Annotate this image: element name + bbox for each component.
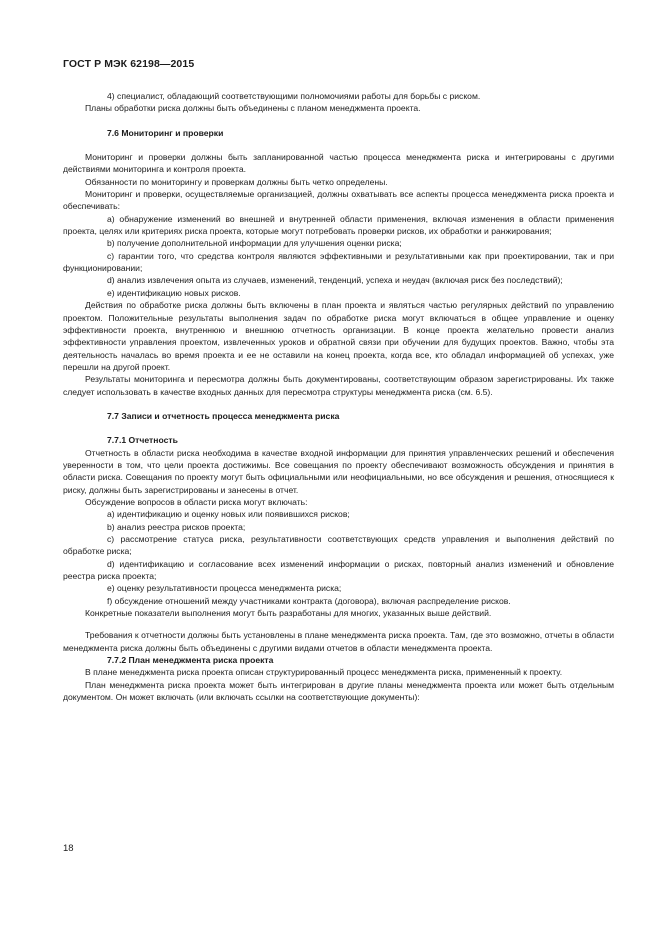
paragraph: b) анализ реестра рисков проекта; [107,521,246,532]
document-header: ГОСТ Р МЭК 62198—2015 [63,58,195,70]
document-body [63,90,614,703]
paragraph: 4) специалист, обладающий соответствующими полномочиями работы для борьбы с риском. [107,91,481,101]
paragraph: План менеджмента риска проекта может быть интегрирован в другие планы менеджмента проекта или может быть отдельным документом. Он может включать (или включать ссылки на соответствующие документы): [63,679,614,703]
paragraph: Действия по обработке риска должны быть включены в план проекта и являться частью регулярных действий по управлению проектом. Положительные результаты выполнения задач по обработке риска могут включаться в общее управление и оценку эффективности проекта, внутреннюю и внешнюю отчетность организации. В конце проекта желательно провести анализ эффективности управления проектом, извлеченных уроков и обратной связи при обучении для будущих проектов. Важно, чтобы эта деятельность началась во время проекта и ее не оставили на конец проекта, когда все, кто обладал информацией об успехах, уже перешли на другой проект. [63,300,614,372]
page-number: 18 [63,843,74,854]
section-heading: 7.7.1 Отчетность [107,435,178,446]
paragraph: Конкретные показатели выполнения могут быть разработаны для многих, указанных выше действий. [85,608,492,619]
section-heading: 7.7 Записи и отчетность процесса менеджмента риска [107,410,340,421]
paragraph: a) идентификацию и оценку новых или появившихся рисков; [107,509,350,520]
paragraph: Требования к отчетности должны быть установлены в плане менеджмента риска проекта. Там, где это возможно, отчеты в области менеджмента риска должны быть объединены с другими видами отчетов в области менеджмента проекта. [63,630,614,653]
paragraph: Планы обработки риска должны быть объединены с планом менеджмента проекта. [85,103,421,114]
paragraph: a) обнаружение изменений во внешней и внутренней области применения, включая изменения в области применения проекта, целях или критериях риска проекта, которые могут потребовать проверки рисков, их обработки и ранжирования; [63,213,614,237]
paragraph: c) гарантии того, что средства контроля являются эффективными и результативными как при проектировании, так и при функционировании; [63,250,614,274]
section-heading: 7.6 Мониторинг и проверки [107,127,224,138]
paragraph: Отчетность в области риска необходима в качестве входной информации для принятия управленческих решений и обеспечения уверенности в том, что цели проекта достижимы. Все совещания по проекту обеспечивают возможность обсуждения и принятия в области риска. Совещания по проекту могут быть официальными или неофициальными, но все обсуждения и решения, относящиеся к риску, должны быть зарегистрированы и занесены в отчет. [63,447,614,495]
paragraph: c) рассмотрение статуса риска, результативности соответствующих средств управления и выполнения действий по обработке риска; [63,534,614,557]
paragraph: Обсуждение вопросов в области риска могут включать: [85,496,308,507]
paragraph: Мониторинг и проверки, осуществляемые организацией, должны охватывать все аспекты процесса менеджмента риска проекта и обеспечивать: [63,189,614,212]
paragraph: d) анализ извлечения опыта из случаев, изменений, тенденций, успеха и неудач (включая риск без последствий); [107,275,563,286]
paragraph: d) идентификацию и согласование всех изменений информации о рисках, повторный анализ изменений и обновление реестра риска проекта; [63,558,614,582]
paragraph: e) идентификацию новых рисков. [107,287,241,298]
paragraph: Результаты мониторинга и пересмотра должны быть документированы, соответствующим образом зарегистрированы. Их также следует использовать в качестве входных данных для пересмотра структуры менеджмента риска (см. 6.5). [63,374,614,397]
paragraph: b) получение дополнительной информации для улучшения оценки риска; [107,238,402,249]
paragraph: В плане менеджмента риска проекта описан структурированный процесс менеджмента риска, примененный к проекту. [85,667,563,678]
section-heading: 7.7.2 План менеджмента риска проекта [107,655,274,666]
paragraph: Мониторинг и проверки должны быть запланированной частью процесса менеджмента риска и интегрированы с другими действиями мониторинга и контроля проекта. [63,152,614,175]
paragraph: f) обсуждение отношений между участниками контракта (договора), включая распределение рисков. [107,595,511,606]
paragraph: Обязанности по мониторингу и проверкам должны быть четко определены. [85,176,388,187]
paragraph: e) оценку результативности процесса менеджмента риска; [107,583,342,594]
